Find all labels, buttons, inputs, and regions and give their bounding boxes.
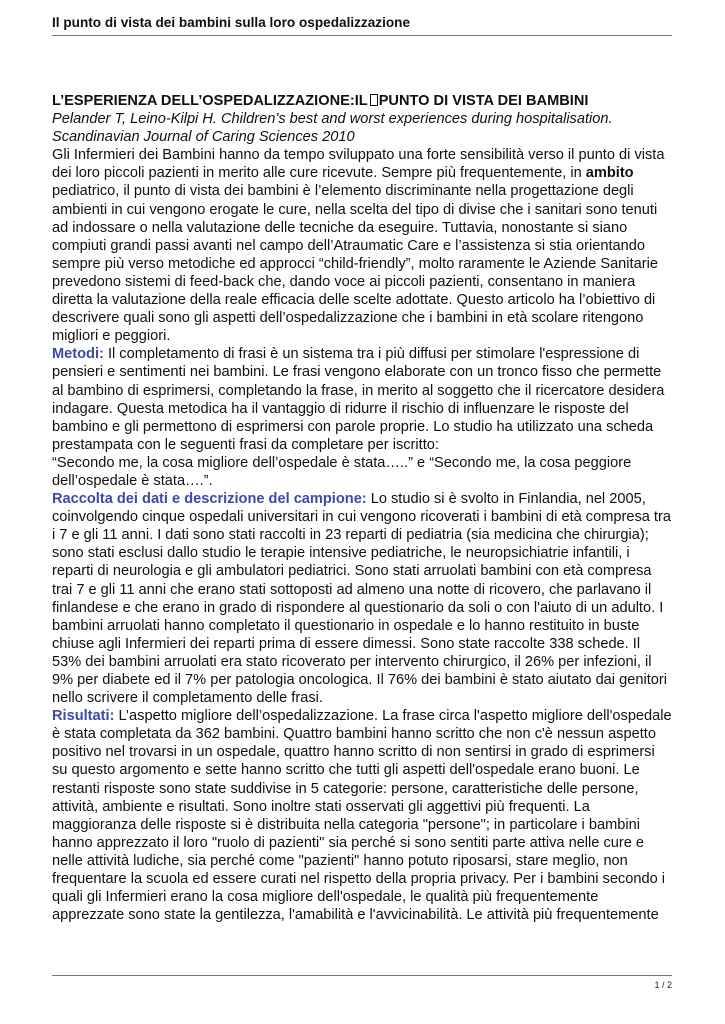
page-header [52,14,672,32]
data-collection-paragraph [52,490,672,707]
data-collection-text: Lo studio si è svolto in Finlandia, nel 2005, coinvolgendo cinque ospedali universitari in cui vengono ricoverati i bambini di età compresa tra i 7 e gli 11 anni. I dati sono stati raccolti in 23 reparti di pediatria (sia medicina che chirurgia); sono stati esclusi dallo studio le terapie intensive pediatriche, le neuropsichiatrie infantili, i reparti di neurologia e gli ambulatori pediatrici. Sono stati arruolati bambini con età compresa trai 7 e gli 11 anni che erano stati sottoposti ad almeno una notte di ricovero, che parlavano il finlandese e che erano in grado di rispondere al questionario da soli o con l'aiuto di un adulto. I bambini arruolati hanno completato il questionario in ospedale e lo hanno restituito in buste chiuse agli Infermieri dei reparti prima di essere dimessi. Sono state raccolte 338 schede. Il 53% dei bambini arruolati era stato ricoverato per intervento chirurgico, il 26% per infezioni, il 9% per diabete ed il 7% per patologia oncologica. Il 76% dei bambini è stato aiutato dai genitori nello scrivere il completamento delle frasi. [52,491,671,707]
methods-text: Il completamento di frasi è un sistema tra i più diffusi per stimolare l'espressione di pensieri e sentimenti nei bambini. Le frasi vengono elaborate con un tronco fisso che permette al bambino di esprimersi, completando la frase, in merito al soggetto che il ricercatore desidera indagare. Questa metodica ha il vantaggio di ridurre il rischio di influenzare le risposte del bambino e gli permettono di esprimersi con parole proprie. Lo studio ha utilizzato una scheda prestampata con le seguenti frasi da completare per iscritto: [52,346,665,453]
article-body [52,92,672,924]
results-label: Risultati: [52,708,115,725]
intro-text-after: pediatrico, il punto di vista dei bambini è l’elemento discriminante nella progettazione degli ambienti in cui vengono erogate le cure, nella scelta del tipo di divise che i sanitari sono tenuti ad indossare o nella valutazione delle tecniche da eseguire. Tuttavia, nonostante si siano compiuti grandi passi avanti nel campo dell’Atraumatic Care e l’assistenza si stia orientando sempre più verso metodiche ed approcci “child-friendly”, molto raramente le Aziende Sanitarie prevedono sistemi di feed-back che, dando voce ai piccoli pazienti, consentano in maniera diretta la valutazione della reale efficacia delle scelte adottate. Questo articolo ha l’obiettivo di descrivere quali sono gli aspetti dell’ospedalizzazione che i bambini in età scolare ritengono migliori e peggiori. [52,183,658,345]
methods-quote: “Secondo me, la cosa migliore dell’ospedale è stata…..” e “Secondo me, la cosa peggiore dell’ospedale è stata….”. [52,454,632,489]
header-divider [52,35,672,36]
intro-paragraph [52,146,672,345]
intro-emphasis: ambito [585,165,634,182]
page-indicator: 1 / 2 [654,980,672,990]
citation-line-1: Pelander T, Leino-Kilpi H. Children’s best and worst experiences during hospitalisation. [52,111,613,128]
results-paragraph [52,707,672,924]
data-collection-label: Raccolta dei dati e descrizione del campione: [52,491,367,508]
results-text: L’aspetto migliore dell’ospedalizzazione. La frase circa l'aspetto migliore dell'ospedale è stata completata da 362 bambini. Quattro bambini hanno scritto che non c'è nessun aspetto positivo nel trovarsi in un ospedale, quattro hanno scritto di non sentirsi in grado di esprimersi su questo argomento e sette hanno scritto che tutti gli aspetti dell'ospedale erano buoni. Le restanti risposte sono state suddivise in 5 categorie: persone, caratteristiche delle persone, attività, ambiente e risultati. Sono inoltre stati osservati gli aggettivi più frequenti. La maggioranza delle risposte si è distribuita nella categoria "persone"; in particolare i bambini hanno apprezzato il loro "ruolo di pazienti" sia perché si sono sentiti parte attiva nelle cure e nelle attività ludiche, sia perché come "pazienti" hanno potuto riposarsi, stare meglio, non frequentare la scuola ed essere curati nel rispetto della propria privacy. Per i bambini secondo i quali gli Infermieri erano la cosa migliore dell'ospedale, le qualità più frequentemente apprezzate sono state la gentilezza, l'amabilità e l'avvicinabilità. Le attività più frequentemente [52,708,672,924]
intro-text-before: Gli Infermieri dei Bambini hanno da tempo sviluppato una forte sensibilità verso il punto di vista dei loro piccoli pazienti in merito alle cure ricevute. Sempre più frequentemente, in [52,147,665,182]
article-headline [52,92,672,110]
headline-part-1: L’ESPERIENZA DELL’OSPEDALIZZAZIONE:IL [52,93,368,109]
methods-paragraph [52,345,672,454]
page-header-title: Il punto di vista dei bambini sulla loro ospedalizzazione [52,15,411,30]
methods-label: Metodi: [52,346,104,363]
footer-divider [52,975,672,976]
missing-glyph-icon [370,94,378,106]
headline-part-2: PUNTO DI VISTA DEI BAMBINI [378,93,589,109]
citation-line-2: Scandinavian Journal of Caring Sciences 2010 [52,129,355,146]
article-citation [52,110,672,146]
